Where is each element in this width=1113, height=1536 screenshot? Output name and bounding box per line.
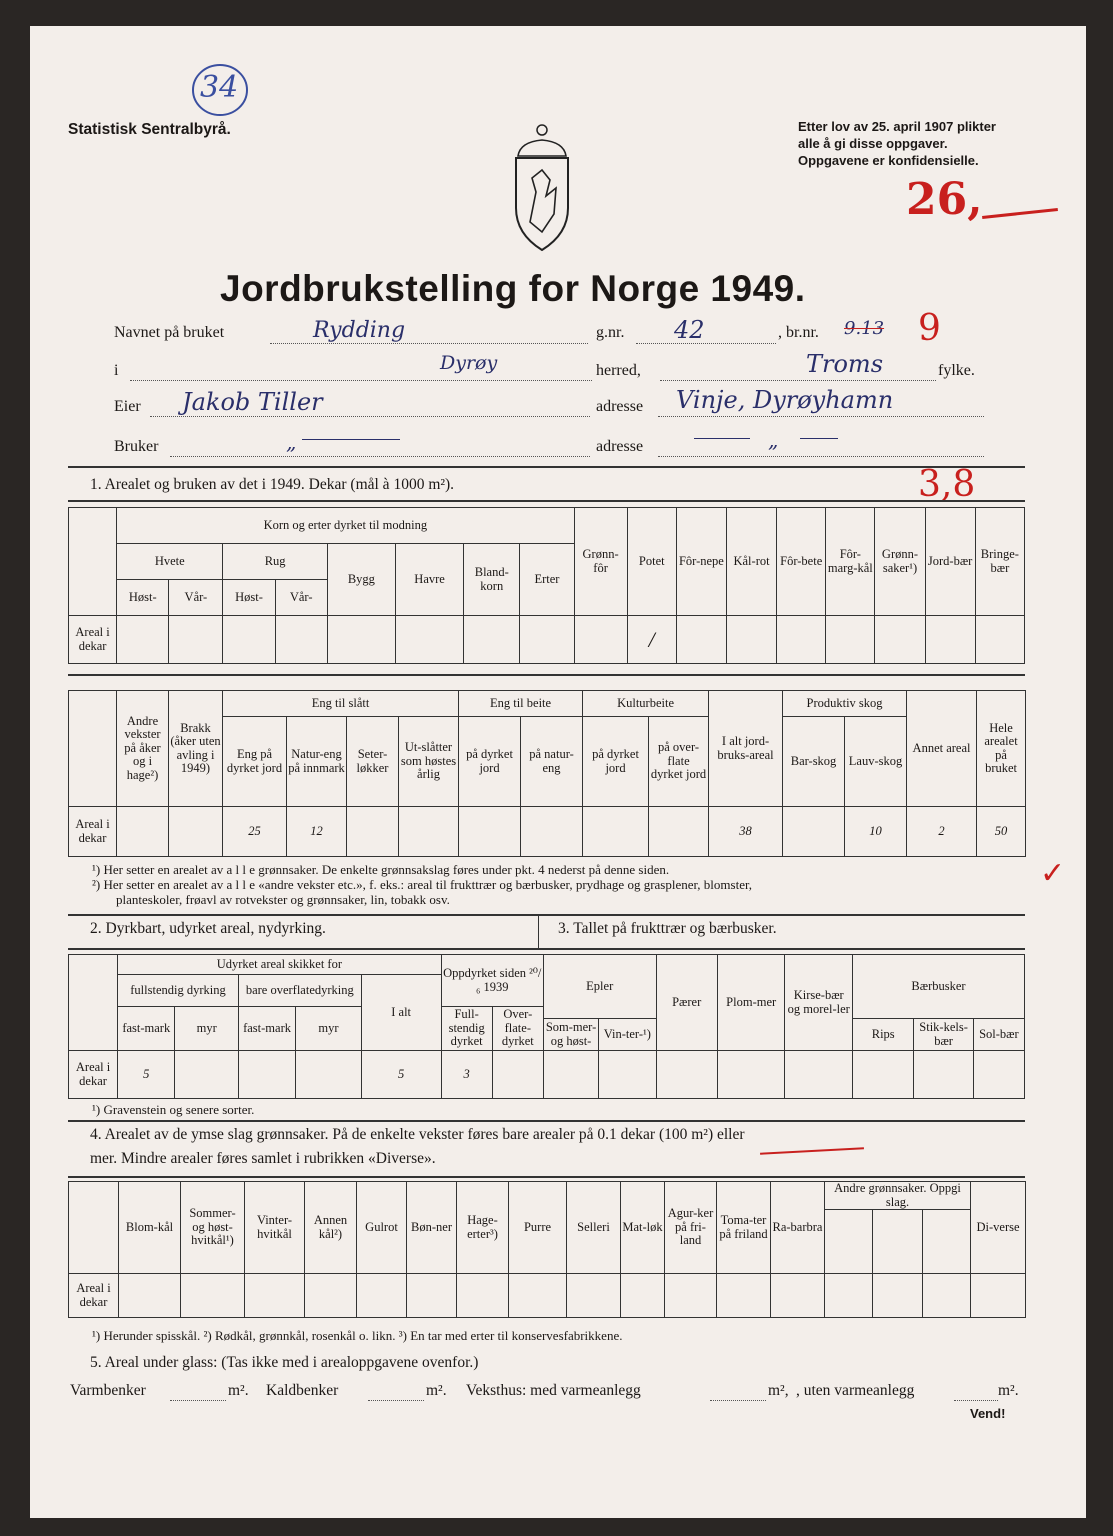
- col-bare-fastmark: fast-mark: [238, 1007, 295, 1051]
- municipality-value[interactable]: Dyrøy: [440, 352, 498, 374]
- grp-kulturbeite: Kulturbeite: [583, 691, 709, 717]
- cell-c[interactable]: [785, 1051, 853, 1099]
- cell-b[interactable]: [783, 807, 845, 857]
- footnote-1: ¹) Her setter en arealet av a l l e grønnsaker. De enkelte grønnsakslag føres under pkt. 4 nederst på denne siden.: [92, 862, 670, 877]
- col-kalrot: Kål-rot: [726, 508, 776, 616]
- legal-line-2: alle å gi disse oppgaver.: [798, 136, 948, 151]
- section1-heading: 1. Arealet og bruken av det i 1949. Dekar (mål à 1000 m²).: [90, 476, 455, 493]
- cell-b[interactable]: [117, 807, 169, 857]
- cell-d[interactable]: [665, 1274, 717, 1318]
- cell-a[interactable]: [169, 616, 223, 664]
- veksthus-label: Veksthus: med varmeanlegg: [466, 1382, 641, 1399]
- section1-red-note: 3,8: [918, 464, 976, 505]
- brnr-struck-value: 9.13: [844, 318, 885, 339]
- col-havre: Havre: [395, 544, 463, 616]
- vegetable-table: [68, 1181, 1026, 1318]
- col-rabarbra: Ra-barbra: [771, 1182, 825, 1274]
- col-agurker: Agur-ker på fri-land: [665, 1182, 717, 1274]
- grp-udyrket: Udyrket areal skikket for: [118, 955, 441, 975]
- col-hvete-var: Vår-: [169, 580, 223, 616]
- cell-oppdyrket-full-value[interactable]: 3: [441, 1051, 492, 1099]
- col-lauvskog: Lauv-skog: [845, 717, 907, 807]
- table-b-corner: [69, 691, 117, 807]
- uten-varme-field[interactable]: [954, 1400, 998, 1401]
- user-address-label: adresse: [596, 438, 644, 455]
- user-address-dash-1: [694, 438, 750, 439]
- cell-full-fastmark-value[interactable]: 5: [118, 1051, 175, 1099]
- grp-bare-overflate: bare overflatedyrking: [238, 975, 361, 1007]
- col-ialt-jordbruk: I alt jord-bruks-areal: [709, 691, 783, 807]
- col-oppdyrket-over: Over-flate-dyrket: [492, 1007, 543, 1051]
- farm-name-label: Navnet på bruket: [114, 324, 225, 341]
- cell-d[interactable]: [357, 1274, 407, 1318]
- cell-a[interactable]: [520, 616, 574, 664]
- table-d-row-label: Areal i dekar: [69, 1274, 119, 1318]
- col-blandkorn: Bland-korn: [464, 544, 520, 616]
- col-gulrot: Gulrot: [357, 1182, 407, 1274]
- cell-c[interactable]: [543, 1051, 598, 1099]
- cell-a[interactable]: [726, 616, 776, 664]
- cell-c[interactable]: [656, 1051, 717, 1099]
- cell-c[interactable]: [914, 1051, 973, 1099]
- user-dash: [302, 439, 400, 440]
- grain-group-header: Korn og erter dyrket til modning: [117, 508, 574, 544]
- varmbenker-unit: m².: [228, 1382, 249, 1399]
- legal-line-1: Etter lov av 25. april 1907 plikter: [798, 119, 996, 134]
- col-eng-dyrket: Eng på dyrket jord: [223, 717, 287, 807]
- col-potet: Potet: [627, 508, 676, 616]
- col-tomater: Toma-ter på friland: [717, 1182, 771, 1274]
- col-bygg: Bygg: [327, 544, 395, 616]
- cell-b[interactable]: [347, 807, 399, 857]
- cell-c[interactable]: [717, 1051, 785, 1099]
- section2-heading: 2. Dyrkbart, udyrket areal, nydyrking.: [90, 920, 326, 937]
- cell-a[interactable]: [975, 616, 1024, 664]
- red-mark-top: 26,: [906, 174, 983, 225]
- cell-natureng-value[interactable]: 12: [287, 807, 347, 857]
- red-stroke: [982, 208, 1058, 219]
- cell-a[interactable]: [395, 616, 463, 664]
- cell-lauvskog-value[interactable]: 10: [845, 807, 907, 857]
- cell-b[interactable]: [459, 807, 521, 857]
- col-solbaer: Sol-bær: [973, 1019, 1024, 1051]
- col-gronnsaker: Grønn-saker¹): [875, 508, 925, 616]
- col-oppdyrket-full: Full-stendig dyrket: [441, 1007, 492, 1051]
- col-erter: Erter: [520, 544, 574, 616]
- cell-ialt-value[interactable]: 38: [709, 807, 783, 857]
- col-epler-vinter: Vin-ter-¹): [599, 1019, 656, 1051]
- table-b-row-label: Areal i dekar: [69, 807, 117, 857]
- cell-b[interactable]: [169, 807, 223, 857]
- col-bringebaer: Bringe-bær: [975, 508, 1024, 616]
- col-bare-myr: myr: [296, 1007, 362, 1051]
- table-c-row-label: Areal i dekar: [69, 1051, 118, 1099]
- gnr-label: g.nr.: [596, 324, 625, 341]
- cell-a[interactable]: [275, 616, 327, 664]
- cell-d[interactable]: [457, 1274, 509, 1318]
- cell-d[interactable]: [771, 1274, 825, 1318]
- col-rug-var: Vår-: [275, 580, 327, 616]
- col-barskog: Bar-skog: [783, 717, 845, 807]
- col-blomkal: Blom-kål: [119, 1182, 181, 1274]
- col-andre-2[interactable]: [873, 1210, 923, 1274]
- col-andre-1[interactable]: [825, 1210, 873, 1274]
- gnr-value[interactable]: 42: [674, 316, 705, 344]
- coat-of-arms-icon: [506, 122, 578, 254]
- owner-label: Eier: [114, 398, 141, 415]
- col-kultur-overflate: på over-flate dyrket jord: [649, 717, 709, 807]
- col-paerer: Pærer: [656, 955, 717, 1051]
- kaldbenker-label: Kaldbenker: [266, 1382, 339, 1399]
- uten-varme-label: , uten varmeanlegg: [796, 1382, 915, 1399]
- footnote-2: ²) Her setter en arealet av a l l e «andre vekster etc.», f. eks.: areal til frukttrær og bærbusker, prydhage og grasplener, blomster,: [92, 877, 753, 892]
- col-gronnfor: Grønn-fôr: [574, 508, 627, 616]
- cell-annet-value[interactable]: 2: [907, 807, 977, 857]
- user-address-line: [658, 456, 984, 457]
- col-beite-natureng: på natur-eng: [521, 717, 583, 807]
- legal-line-3: Oppgavene er konfidensielle.: [798, 153, 979, 168]
- table-d-corner: [69, 1182, 119, 1274]
- cell-hele-value[interactable]: 50: [977, 807, 1026, 857]
- kaldbenker-unit: m².: [426, 1382, 447, 1399]
- cell-eng-dyrket-value[interactable]: 25: [223, 807, 287, 857]
- farm-name-line: [270, 343, 588, 344]
- veksthus-varme-field[interactable]: [710, 1400, 766, 1401]
- cell-b[interactable]: [649, 807, 709, 857]
- col-rug: Rug: [223, 544, 327, 580]
- grp-baerbusker: Bærbusker: [853, 955, 1025, 1019]
- grp-produktiv-skog: Produktiv skog: [783, 691, 907, 717]
- col-hvete-host: Høst-: [117, 580, 169, 616]
- cell-ialt-udyrket-value[interactable]: 5: [361, 1051, 441, 1099]
- col-kirsebaer: Kirse-bær og morel-ler: [785, 955, 853, 1051]
- cell-b[interactable]: [521, 807, 583, 857]
- brnr-value[interactable]: 9: [918, 308, 941, 349]
- col-formargkal: Fôr-marg-kål: [826, 508, 875, 616]
- cell-d[interactable]: [407, 1274, 457, 1318]
- kaldbenker-field[interactable]: [368, 1400, 424, 1401]
- cell-c[interactable]: [973, 1051, 1024, 1099]
- cell-c[interactable]: [238, 1051, 295, 1099]
- col-annen-kal: Annen kål²): [305, 1182, 357, 1274]
- cell-d[interactable]: [305, 1274, 357, 1318]
- sec23-divider: [538, 914, 539, 948]
- gnr-line: [636, 343, 776, 344]
- col-fornepe: Fôr-nepe: [676, 508, 726, 616]
- cell-c[interactable]: [853, 1051, 914, 1099]
- cell-d[interactable]: [825, 1274, 873, 1318]
- municipality-line: [130, 380, 592, 381]
- col-full-myr: myr: [175, 1007, 238, 1051]
- col-brakk: Brakk (åker uten avling i 1949): [169, 691, 223, 807]
- table-a-row-label: Areal i dekar: [69, 616, 117, 664]
- col-seterlokker: Seter-løkker: [347, 717, 399, 807]
- col-andre-vekster: Andre vekster på åker og i hage²): [117, 691, 169, 807]
- col-ialt-udyrket: I alt: [361, 975, 441, 1051]
- table-c-corner: [69, 955, 118, 1051]
- grp-oppdyrket: Oppdyrket siden ²⁰/₆ 1939: [441, 955, 543, 1007]
- col-andre-3[interactable]: [923, 1210, 971, 1274]
- section4-footnote: ¹) Herunder spisskål. ²) Rødkål, grønnkål, rosenkål o. likn. ³) En tar med erter til konservesfabrikkene.: [92, 1328, 623, 1343]
- cell-c[interactable]: [599, 1051, 656, 1099]
- owner-address-label: adresse: [596, 398, 644, 415]
- cell-d[interactable]: [717, 1274, 771, 1318]
- varmbenker-field[interactable]: [170, 1400, 226, 1401]
- uten-varme-unit: m².: [998, 1382, 1019, 1399]
- stamp-number: 34: [200, 70, 239, 105]
- cell-d[interactable]: [567, 1274, 621, 1318]
- check-mark-icon: ✓: [1040, 856, 1066, 891]
- county-value[interactable]: Troms: [806, 350, 884, 378]
- col-sommer-hvitkal: Sommer- og høst-hvitkål¹): [181, 1182, 245, 1274]
- veksthus-varme-unit: m²,: [768, 1382, 789, 1399]
- agency-name: Statistisk Sentralbyrå.: [68, 121, 231, 138]
- col-kultur-dyrket: på dyrket jord: [583, 717, 649, 807]
- cell-d[interactable]: [621, 1274, 665, 1318]
- cell-b[interactable]: [583, 807, 649, 857]
- owner-value[interactable]: Jakob Tiller: [182, 388, 323, 416]
- grp-eng-beite: Eng til beite: [459, 691, 583, 717]
- rule-4: [68, 914, 1025, 916]
- rule-3: [68, 674, 1025, 676]
- col-diverse: Di-verse: [971, 1182, 1026, 1274]
- col-annet-areal: Annet areal: [907, 691, 977, 807]
- col-selleri: Selleri: [567, 1182, 621, 1274]
- grp-andre-gronnsaker: Andre grønnsaker. Oppgi slag.: [825, 1182, 971, 1210]
- section2-footnote: ¹) Gravenstein og senere sorter.: [92, 1102, 255, 1117]
- col-matlok: Mat-løk: [621, 1182, 665, 1274]
- user-label: Bruker: [114, 438, 159, 455]
- footnote-2-cont: planteskoler, frøavl av rotvekster og grønnsaker, lin, tobakk osv.: [116, 892, 450, 907]
- county-label: fylke.: [938, 362, 975, 379]
- col-bonner: Bøn-ner: [407, 1182, 457, 1274]
- municipality-label: herred,: [596, 362, 641, 379]
- user-line: [170, 456, 590, 457]
- cell-d[interactable]: [971, 1274, 1026, 1318]
- crop-table-a: [68, 507, 1025, 664]
- section5-heading: 5. Areal under glass: (Tas ikke med i arealoppgavene ovenfor.): [90, 1354, 479, 1371]
- col-beite-dyrket: på dyrket jord: [459, 717, 521, 807]
- cell-a[interactable]: [223, 616, 275, 664]
- col-rips: Rips: [853, 1019, 914, 1051]
- rule-5: [68, 948, 1025, 950]
- cell-a[interactable]: [875, 616, 925, 664]
- col-stikkelsbaer: Stik-kels-bær: [914, 1019, 973, 1051]
- cell-d[interactable]: [181, 1274, 245, 1318]
- cell-a[interactable]: [925, 616, 975, 664]
- cell-d[interactable]: [873, 1274, 923, 1318]
- varmbenker-label: Varmbenker: [70, 1382, 146, 1399]
- cell-a[interactable]: [574, 616, 627, 664]
- col-vinter-hvitkal: Vinter-hvitkål: [245, 1182, 305, 1274]
- cell-a[interactable]: [327, 616, 395, 664]
- legal-notice: [798, 118, 996, 169]
- rule-6: [68, 1120, 1025, 1122]
- rule-7: [68, 1176, 1025, 1178]
- cell-a[interactable]: [464, 616, 520, 664]
- table-a-corner: [69, 508, 117, 616]
- owner-line: [150, 416, 590, 417]
- col-hele-arealet: Hele arealet på bruket: [977, 691, 1026, 807]
- in-label: i: [114, 362, 119, 379]
- cell-c[interactable]: [296, 1051, 362, 1099]
- cell-b[interactable]: [399, 807, 459, 857]
- col-utslatter: Ut-slåtter som høstes årlig: [399, 717, 459, 807]
- cell-d[interactable]: [923, 1274, 971, 1318]
- col-full-fastmark: fast-mark: [118, 1007, 175, 1051]
- cell-a[interactable]: [777, 616, 826, 664]
- crop-table-b: [68, 690, 1026, 857]
- col-hvete: Hvete: [117, 544, 223, 580]
- owner-address-line: [658, 416, 984, 417]
- rule-2: [68, 500, 1025, 502]
- cell-potet-value[interactable]: /: [627, 616, 676, 664]
- cell-c[interactable]: [175, 1051, 238, 1099]
- col-rug-host: Høst-: [223, 580, 275, 616]
- cell-a[interactable]: [117, 616, 169, 664]
- user-address-value[interactable]: „: [768, 428, 779, 452]
- col-purre: Purre: [509, 1182, 567, 1274]
- cell-a[interactable]: [676, 616, 726, 664]
- col-epler: Epler: [543, 955, 656, 1019]
- col-forbete: Fôr-bete: [777, 508, 826, 616]
- cell-d[interactable]: [119, 1274, 181, 1318]
- form-page: [30, 26, 1086, 1518]
- cell-c[interactable]: [492, 1051, 543, 1099]
- vend-label: Vend!: [970, 1406, 1006, 1421]
- form-title: Jordbrukstelling for Norge 1949.: [220, 268, 806, 309]
- col-plommer: Plom-mer: [717, 955, 785, 1051]
- user-address-dash-2: [800, 438, 838, 439]
- col-hageerter: Hage-erter³): [457, 1182, 509, 1274]
- section3-heading: 3. Tallet på frukttrær og bærbusker.: [558, 920, 777, 937]
- cell-d[interactable]: [245, 1274, 305, 1318]
- arable-fruit-table: [68, 954, 1025, 1099]
- rule-1: [68, 466, 1025, 468]
- owner-address-value[interactable]: Vinje, Dyrøyhamn: [676, 386, 894, 414]
- county-line: [660, 380, 936, 381]
- cell-a[interactable]: [826, 616, 875, 664]
- cell-d[interactable]: [509, 1274, 567, 1318]
- section4-heading-2: mer. Mindre arealer føres samlet i rubrikken «Diverse».: [90, 1150, 436, 1167]
- grp-eng-slatt: Eng til slått: [223, 691, 459, 717]
- col-natureng: Natur-eng på innmark: [287, 717, 347, 807]
- section1-footnotes: [92, 862, 1022, 907]
- grp-fullstendig: fullstendig dyrking: [118, 975, 239, 1007]
- col-epler-sommer: Som-mer- og høst-: [543, 1019, 598, 1051]
- farm-name-value[interactable]: Rydding: [313, 318, 406, 343]
- brnr-label: , br.nr.: [778, 324, 819, 341]
- col-jordbaer: Jord-bær: [925, 508, 975, 616]
- section4-heading-1: 4. Arealet av de ymse slag grønnsaker. På de enkelte vekster føres bare arealer på 0.1 dekar (100 m²) eller: [90, 1126, 745, 1143]
- user-value[interactable]: „: [286, 430, 297, 454]
